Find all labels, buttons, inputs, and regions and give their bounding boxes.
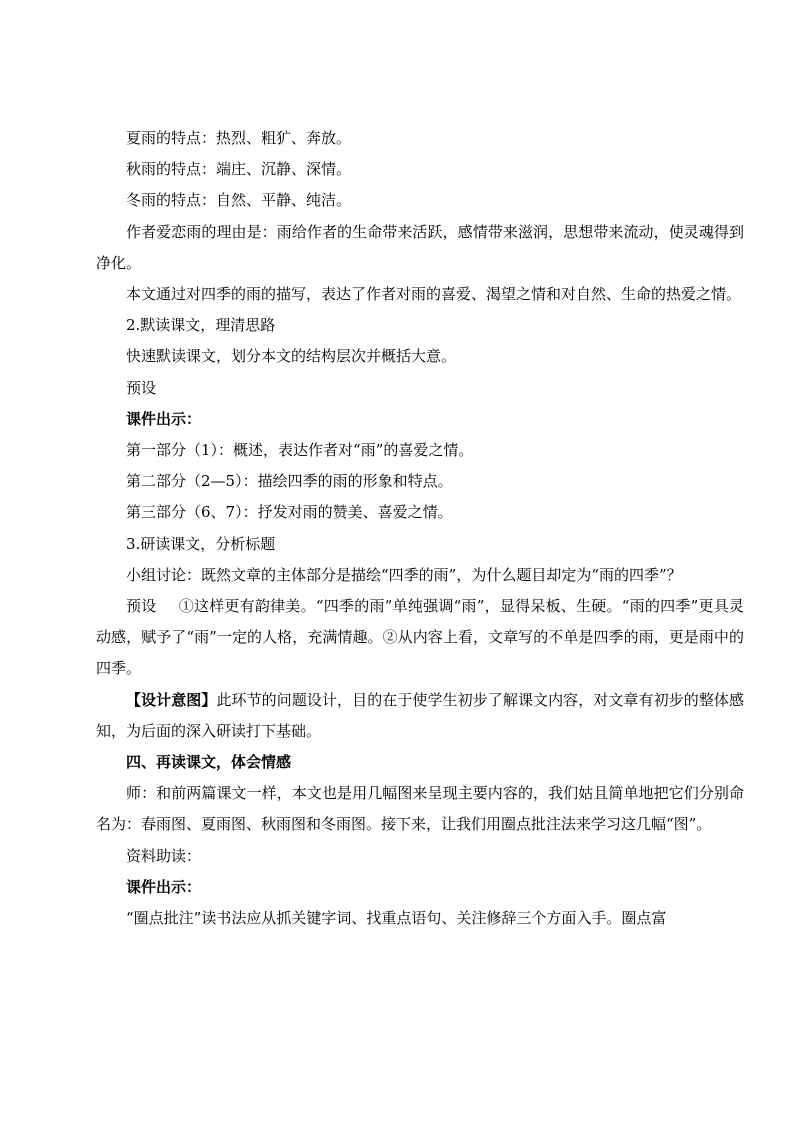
- paragraph: 作者爱恋雨的理由是：雨给作者的生命带来活跃，感情带来滋润，思想带来流动，使灵魂得到净化。: [96, 222, 744, 272]
- paragraph-text: 此环节的问题设计，目的在于使学生初步了解课文内容，对文章有初步的整体感知，为后面的深入研读打下基础。: [96, 690, 744, 740]
- paragraph: 第二部分（2—5）：描绘四季的雨的形象和特点。: [126, 472, 453, 491]
- paragraph: 冬雨的特点：自然、平静、纯洁。: [126, 191, 352, 210]
- paragraph: 预设: [126, 378, 157, 397]
- preset-label: 预设: [126, 597, 157, 616]
- courseware-label: 课件出示：: [126, 409, 202, 428]
- paragraph: 本文通过对四季的雨的描写，表达了作者对雨的喜爱、渴望之情和对自然、生命的热爱之情。: [126, 285, 742, 304]
- section-subheading: 3.研读课文，分析标题: [126, 534, 276, 553]
- paragraph-text: ①这样更有韵律美。“四季的雨”单纯强调“雨”，显得呆板、生硬。“雨的四季”更具灵动感，赋予了“雨”一定的人格，充满情趣。②从内容上看，文章写的不单是四季的雨，更是雨中的四季。: [96, 597, 744, 678]
- paragraph: [96, 685, 744, 747]
- paragraph: [96, 591, 744, 685]
- paragraph: 秋雨的特点：端庄、沉静、深情。: [126, 160, 352, 179]
- paragraph: 第一部分（1）：概述，表达作者对“雨”的喜爱之情。: [126, 441, 474, 460]
- paragraph: 资料助读：: [126, 846, 202, 865]
- section-heading: 四、再读课文，体会情感: [126, 753, 292, 772]
- paragraph: 第三部分（6、7）：抒发对雨的赞美、喜爱之情。: [126, 503, 453, 522]
- paragraph: 夏雨的特点：热烈、粗犷、奔放。: [126, 129, 352, 147]
- courseware-label: 课件出示：: [126, 877, 202, 896]
- design-intent-label: 【设计意图】: [126, 690, 217, 709]
- document-body: [96, 123, 744, 934]
- section-subheading: 2.默读课文，理清思路: [126, 316, 276, 335]
- paragraph: “圈点批注”读书法应从抓关键字词、找重点语句、关注修辞三个方面入手。圈点富: [126, 909, 667, 928]
- paragraph: 小组讨论：既然文章的主体部分是描绘“四季的雨”，为什么题目却定为“雨的四季”？: [126, 565, 682, 584]
- paragraph: 快速默读课文，划分本文的结构层次并概括大意。: [126, 347, 457, 366]
- paragraph: 师：和前两篇课文一样，本文也是用几幅图来呈现主要内容的，我们姑且简单地把它们分别命名为：春雨图、夏雨图、秋雨图和冬雨图。接下来，让我们用圈点批注法来学习这几幅“图”。: [96, 784, 744, 834]
